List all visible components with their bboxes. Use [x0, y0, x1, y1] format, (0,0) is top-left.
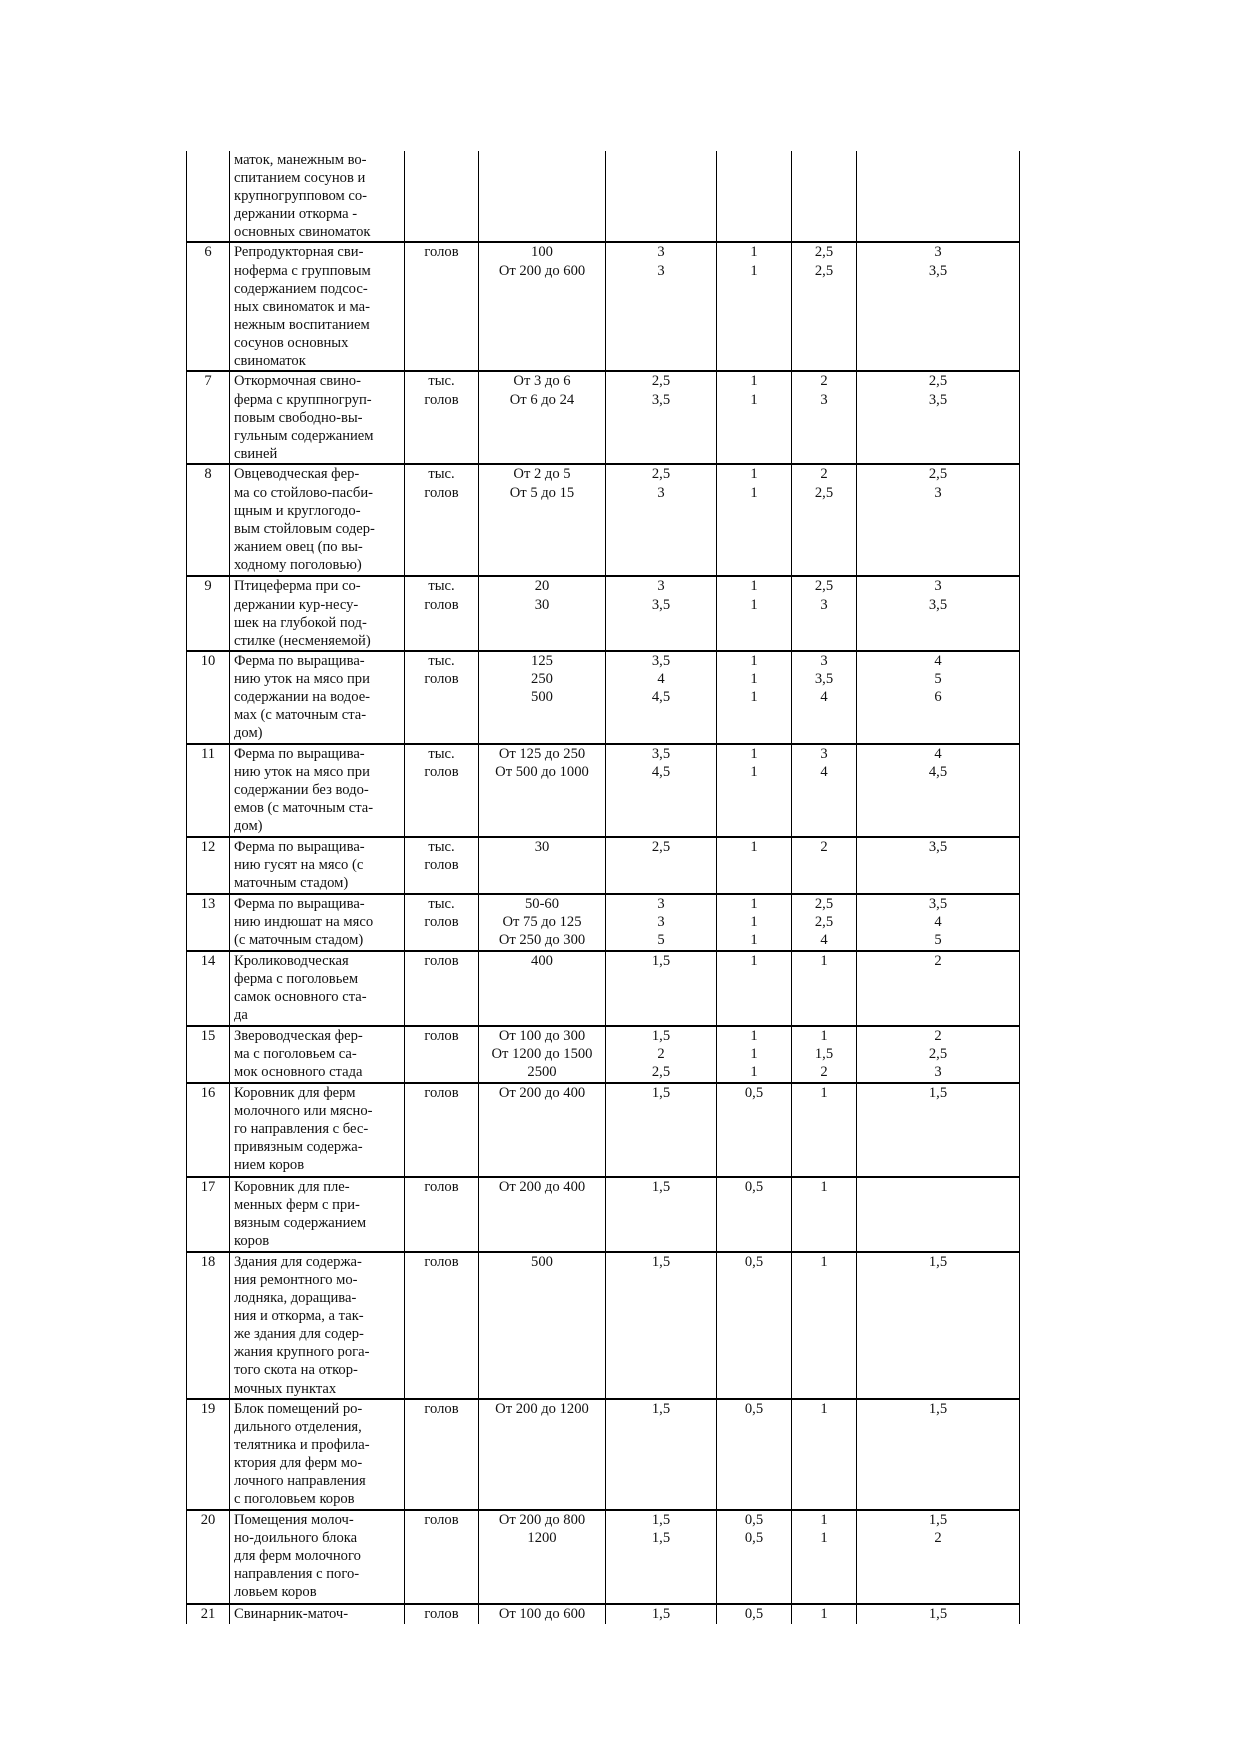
- row-number: 11: [187, 744, 230, 837]
- value-cell-3: 2,5 2,5: [792, 242, 857, 371]
- value-cell-4: 4 4,5: [857, 744, 1020, 837]
- row-number: 21: [187, 1604, 230, 1624]
- unit-cell: голов: [405, 951, 479, 1026]
- value-cell-1: 1,5: [606, 951, 717, 1026]
- value-cell-2: 0,5 0,5: [717, 1510, 792, 1604]
- unit-cell: голов: [405, 1083, 479, 1177]
- value-cell-3: 2 2,5: [792, 464, 857, 576]
- value-cell-1: 2,5: [606, 837, 717, 894]
- value-cell-4: 2 2,5 3: [857, 1026, 1020, 1083]
- value-cell-4: 3,5 4 5: [857, 894, 1020, 951]
- table-row: [187, 651, 1020, 744]
- unit-cell: [405, 151, 479, 242]
- table-row: [187, 837, 1020, 894]
- unit-cell: тыс. голов: [405, 651, 479, 744]
- value-cell-4: 2,5 3,5: [857, 371, 1020, 464]
- object-name: Ферма по выращива- нию индюшат на мясо (с маточным стадом): [230, 894, 405, 951]
- value-cell-2: 1 1 1: [717, 1026, 792, 1083]
- capacity-cell: 125 250 500: [479, 651, 606, 744]
- value-cell-2: 1 1 1: [717, 651, 792, 744]
- value-cell-2: 0,5: [717, 1177, 792, 1252]
- value-cell-4: 1,5: [857, 1083, 1020, 1177]
- value-cell-3: 1: [792, 1399, 857, 1510]
- value-cell-3: 1: [792, 1177, 857, 1252]
- capacity-cell: От 125 до 250 От 500 до 1000: [479, 744, 606, 837]
- value-cell-3: 1: [792, 951, 857, 1026]
- value-cell-1: 1,5: [606, 1399, 717, 1510]
- row-number: 17: [187, 1177, 230, 1252]
- value-cell-1: 1,5 2 2,5: [606, 1026, 717, 1083]
- row-number: 20: [187, 1510, 230, 1604]
- table-row: [187, 1510, 1020, 1604]
- row-number: 15: [187, 1026, 230, 1083]
- object-name: Ферма по выращива- нию гусят на мясо (с маточным стадом): [230, 837, 405, 894]
- value-cell-2: 0,5: [717, 1604, 792, 1624]
- object-name: Репродукторная сви- ноферма с групповым содержанием подсос- ных свиноматок и ма- нежным воспитанием сосунов основных свиноматок: [230, 242, 405, 371]
- table-row: [187, 894, 1020, 951]
- row-number: 6: [187, 242, 230, 371]
- unit-cell: голов: [405, 1177, 479, 1252]
- value-cell-2: 0,5: [717, 1083, 792, 1177]
- value-cell-3: 1 1,5 2: [792, 1026, 857, 1083]
- table-row: [187, 1604, 1020, 1624]
- regulation-table: [186, 151, 1020, 1624]
- value-cell-1: 2,5 3,5: [606, 371, 717, 464]
- capacity-cell: 500: [479, 1252, 606, 1399]
- value-cell-3: 1: [792, 1252, 857, 1399]
- value-cell-1: 3,5 4,5: [606, 744, 717, 837]
- unit-cell: голов: [405, 1399, 479, 1510]
- value-cell-4: 3 3,5: [857, 242, 1020, 371]
- value-cell-2: 1 1 1: [717, 894, 792, 951]
- capacity-cell: От 200 до 1200: [479, 1399, 606, 1510]
- value-cell-2: 1 1: [717, 744, 792, 837]
- value-cell-1: 1,5: [606, 1177, 717, 1252]
- value-cell-3: 1: [792, 1083, 857, 1177]
- value-cell-3: 2,5 2,5 4: [792, 894, 857, 951]
- table-row: [187, 744, 1020, 837]
- value-cell-2: 1 1: [717, 371, 792, 464]
- value-cell-2: [717, 151, 792, 242]
- row-number: 8: [187, 464, 230, 576]
- value-cell-4: [857, 151, 1020, 242]
- value-cell-3: 3 4: [792, 744, 857, 837]
- capacity-cell: От 200 до 400: [479, 1083, 606, 1177]
- row-number: 16: [187, 1083, 230, 1177]
- value-cell-4: [857, 1177, 1020, 1252]
- table-row: [187, 371, 1020, 464]
- table-row: [187, 1252, 1020, 1399]
- object-name: Овцеводческая фер- ма со стойлово-пасби- щным и круглогодо- вым стойловым содер- жанием овец (по вы- ходному поголовью): [230, 464, 405, 576]
- object-name: Ферма по выращива- нию уток на мясо при содержании без водо- емов (с маточным ста- дом): [230, 744, 405, 837]
- object-name: Блок помещений ро- дильного отделения, телятника и профила- ктория для ферм мо- лочного направления с поголовьем коров: [230, 1399, 405, 1510]
- value-cell-4: 4 5 6: [857, 651, 1020, 744]
- value-cell-2: 1 1: [717, 464, 792, 576]
- table-row: [187, 242, 1020, 371]
- capacity-cell: От 100 до 300 От 1200 до 1500 2500: [479, 1026, 606, 1083]
- object-name: маток, манежным во- спитанием сосунов и крупногрупповом со- держании откорма - основных свиноматок: [230, 151, 405, 242]
- unit-cell: голов: [405, 1510, 479, 1604]
- value-cell-4: 3,5: [857, 837, 1020, 894]
- value-cell-1: 2,5 3: [606, 464, 717, 576]
- value-cell-1: 3 3,5: [606, 576, 717, 650]
- capacity-cell: 100 От 200 до 600: [479, 242, 606, 371]
- value-cell-4: 1,5: [857, 1252, 1020, 1399]
- unit-cell: тыс. голов: [405, 371, 479, 464]
- object-name: Коровник для ферм молочного или мясно- го направления с бес- привязным содержа- нием коров: [230, 1083, 405, 1177]
- value-cell-2: 1: [717, 837, 792, 894]
- capacity-cell: 50-60 От 75 до 125 От 250 до 300: [479, 894, 606, 951]
- value-cell-1: 1,5: [606, 1604, 717, 1624]
- table-row: [187, 1083, 1020, 1177]
- unit-cell: тыс. голов: [405, 576, 479, 650]
- value-cell-3: [792, 151, 857, 242]
- value-cell-1: 3,5 4 4,5: [606, 651, 717, 744]
- value-cell-3: 2 3: [792, 371, 857, 464]
- value-cell-3: 2,5 3: [792, 576, 857, 650]
- capacity-cell: 30: [479, 837, 606, 894]
- row-number: 7: [187, 371, 230, 464]
- table-row: [187, 576, 1020, 650]
- value-cell-3: 1: [792, 1604, 857, 1624]
- unit-cell: тыс. голов: [405, 837, 479, 894]
- table-row: [187, 1399, 1020, 1510]
- value-cell-2: 0,5: [717, 1252, 792, 1399]
- object-name: Кролиководческая ферма с поголовьем самок основного ста- да: [230, 951, 405, 1026]
- value-cell-4: 3 3,5: [857, 576, 1020, 650]
- value-cell-2: 0,5: [717, 1399, 792, 1510]
- row-number: 13: [187, 894, 230, 951]
- row-number: [187, 151, 230, 242]
- object-name: Свинарник-маточ-: [230, 1604, 405, 1624]
- capacity-cell: От 3 до 6 От 6 до 24: [479, 371, 606, 464]
- unit-cell: голов: [405, 1252, 479, 1399]
- value-cell-4: 2: [857, 951, 1020, 1026]
- row-number: 9: [187, 576, 230, 650]
- value-cell-4: 1,5: [857, 1399, 1020, 1510]
- value-cell-2: 1 1: [717, 576, 792, 650]
- object-name: Звероводческая фер- ма с поголовьем са- мок основного стада: [230, 1026, 405, 1083]
- value-cell-3: 1 1: [792, 1510, 857, 1604]
- row-number: 19: [187, 1399, 230, 1510]
- unit-cell: тыс. голов: [405, 894, 479, 951]
- table-row: [187, 464, 1020, 576]
- unit-cell: тыс. голов: [405, 744, 479, 837]
- value-cell-1: 1,5: [606, 1083, 717, 1177]
- value-cell-1: 1,5 1,5: [606, 1510, 717, 1604]
- object-name: Помещения молоч- но-доильного блока для ферм молочного направления с пого- ловьем коров: [230, 1510, 405, 1604]
- capacity-cell: [479, 151, 606, 242]
- table-row: [187, 1177, 1020, 1252]
- capacity-cell: От 2 до 5 От 5 до 15: [479, 464, 606, 576]
- capacity-cell: От 200 до 400: [479, 1177, 606, 1252]
- value-cell-2: 1: [717, 951, 792, 1026]
- capacity-cell: 400: [479, 951, 606, 1026]
- table-body: [187, 151, 1020, 1624]
- table-row: [187, 951, 1020, 1026]
- unit-cell: голов: [405, 242, 479, 371]
- unit-cell: голов: [405, 1604, 479, 1624]
- table-row: [187, 1026, 1020, 1083]
- capacity-cell: От 200 до 800 1200: [479, 1510, 606, 1604]
- object-name: Коровник для пле- менных ферм с при- вязным содержанием коров: [230, 1177, 405, 1252]
- capacity-cell: 20 30: [479, 576, 606, 650]
- value-cell-3: 2: [792, 837, 857, 894]
- object-name: Здания для содержа- ния ремонтного мо- лодняка, доращива- ния и откорма, а так- же здания для содер- жания крупного рога- того скота на откор- мочных пунктах: [230, 1252, 405, 1399]
- row-number: 18: [187, 1252, 230, 1399]
- table-row: [187, 151, 1020, 242]
- object-name: Откормочная свино- ферма с круппногруп- повым свободно-вы- гульным содержанием свиней: [230, 371, 405, 464]
- value-cell-1: 3 3 5: [606, 894, 717, 951]
- row-number: 14: [187, 951, 230, 1026]
- value-cell-1: 1,5: [606, 1252, 717, 1399]
- unit-cell: тыс. голов: [405, 464, 479, 576]
- capacity-cell: От 100 до 600: [479, 1604, 606, 1624]
- row-number: 10: [187, 651, 230, 744]
- value-cell-4: 2,5 3: [857, 464, 1020, 576]
- object-name: Птицеферма при со- держании кур-несу- шек на глубокой под- стилке (несменяемой): [230, 576, 405, 650]
- object-name: Ферма по выращива- нию уток на мясо при содержании на водое- мах (с маточным ста- дом): [230, 651, 405, 744]
- value-cell-4: 1,5: [857, 1604, 1020, 1624]
- value-cell-1: 3 3: [606, 242, 717, 371]
- value-cell-4: 1,5 2: [857, 1510, 1020, 1604]
- value-cell-2: 1 1: [717, 242, 792, 371]
- row-number: 12: [187, 837, 230, 894]
- value-cell-1: [606, 151, 717, 242]
- unit-cell: голов: [405, 1026, 479, 1083]
- value-cell-3: 3 3,5 4: [792, 651, 857, 744]
